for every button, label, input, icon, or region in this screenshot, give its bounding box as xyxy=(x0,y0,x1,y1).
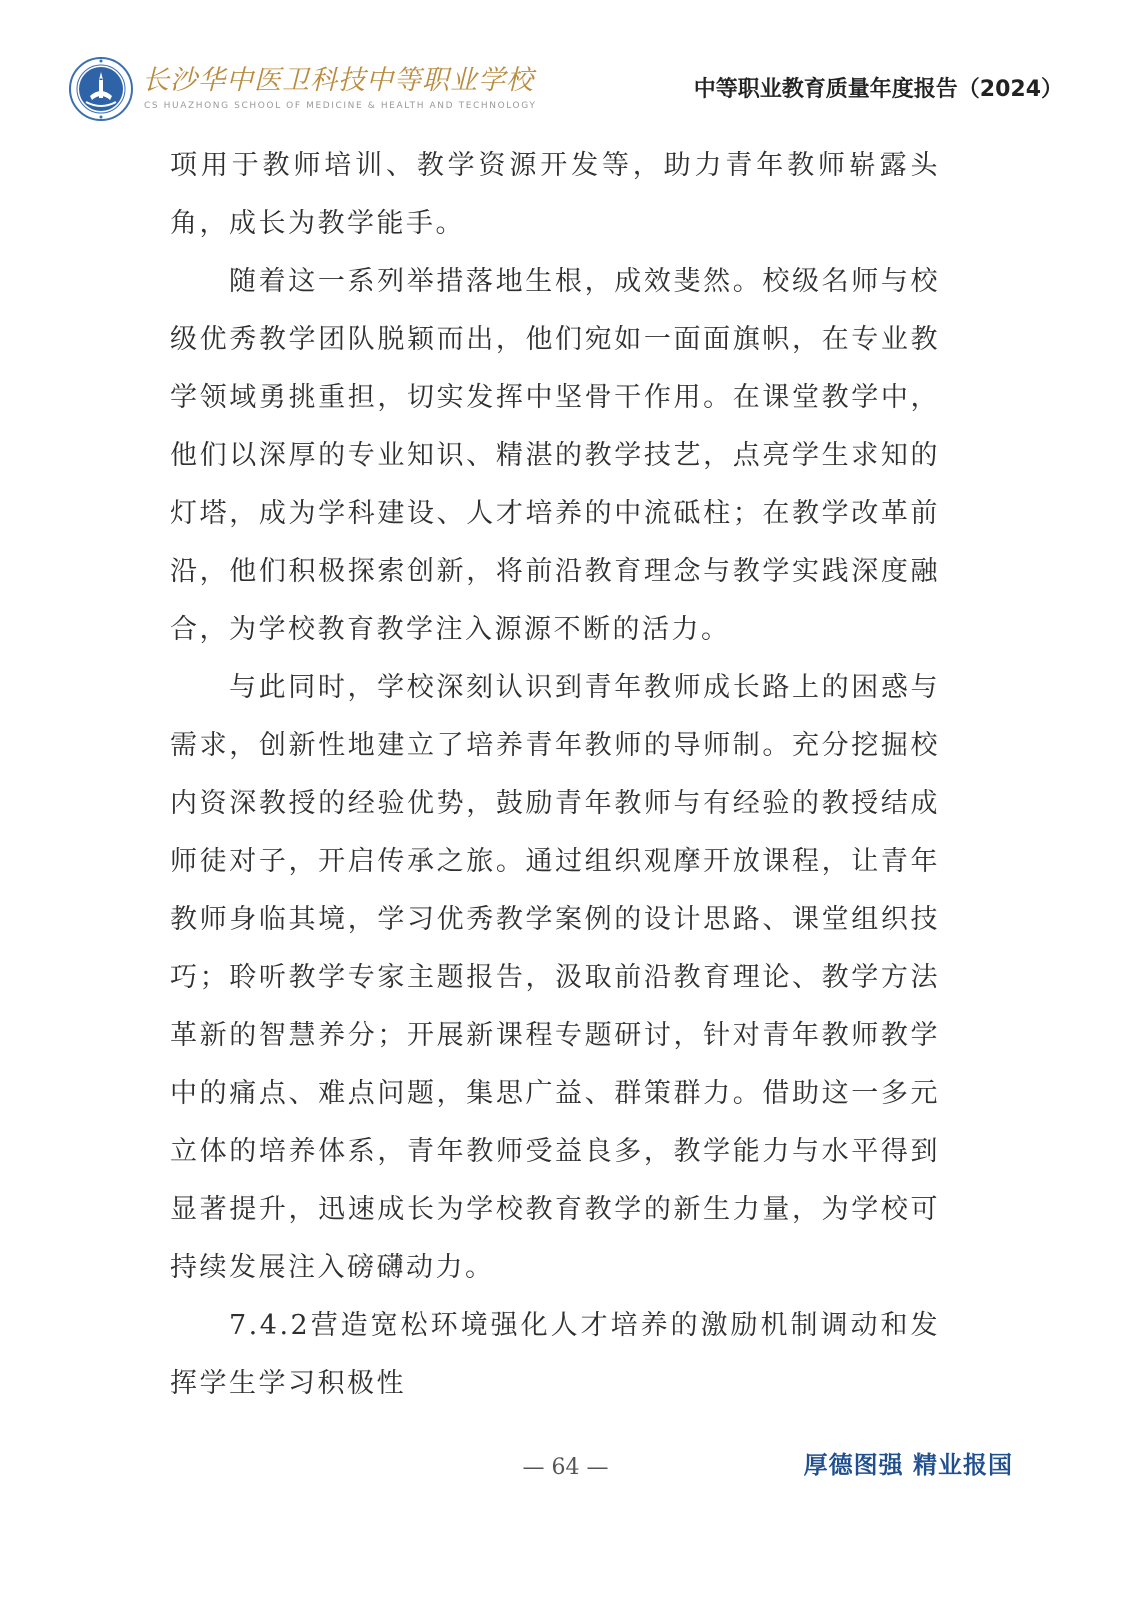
school-seal-icon xyxy=(68,56,134,122)
page-header xyxy=(68,52,1063,130)
school-name-cn: 长沙华中医卫科技中等职业学校 xyxy=(142,65,534,96)
body-text xyxy=(170,137,940,1413)
school-logo xyxy=(68,52,537,126)
section-heading: 7.4.2营造宽松环境强化人才培养的激励机制调动和发挥学生学习积极性 xyxy=(170,1310,940,1399)
school-name-en: CS HUAZHONG SCHOOL OF MEDICINE & HEALTH AND TECHNOLOGY xyxy=(144,101,537,111)
paragraph-continued: 项用于教师培训、教学资源开发等，助力青年教师崭露头角，成长为教学能手。 xyxy=(170,150,940,239)
school-motto: 厚德图强 精业报国 xyxy=(803,1451,1013,1479)
page-number: — 64 — xyxy=(522,1455,609,1480)
paragraph: 与此同时，学校深刻认识到青年教师成长路上的困惑与需求，创新性地建立了培养青年教师的导师制。充分挖掘校内资深教授的经验优势，鼓励青年教师与有经验的教授结成师徒对子，开启传承之旅。通过组织观摩开放课程，让青年教师身临其境，学习优秀教学案例的设计思路、课堂组织技巧；聆听教学专家主题报告，汲取前沿教育理论、教学方法革新的智慧养分；开展新课程专题研讨，针对青年教师教学中的痛点、难点问题，集思广益、群策群力。借助这一多元立体的培养体系，青年教师受益良多，教学能力与水平得到显著提升，迅速成长为学校教育教学的新生力量，为学校可持续发展注入磅礴动力。 xyxy=(170,672,940,1283)
paragraph: 随着这一系列举措落地生根，成效斐然。校级名师与校级优秀教学团队脱颖而出，他们宛如一面面旗帜，在专业教学领域勇挑重担，切实发挥中坚骨干作用。在课堂教学中，他们以深厚的专业知识、精湛的教学技艺，点亮学生求知的灯塔，成为学科建设、人才培养的中流砥柱；在教学改革前沿，他们积极探索创新，将前沿教育理念与教学实践深度融合，为学校教育教学注入源源不断的活力。 xyxy=(170,266,940,645)
report-title: 中等职业教育质量年度报告（2024） xyxy=(693,77,1063,102)
